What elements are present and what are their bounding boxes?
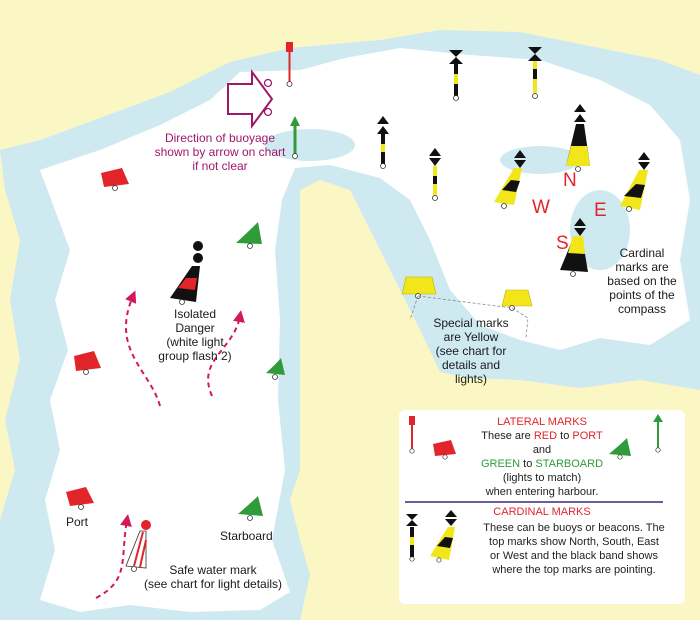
compass-west: W xyxy=(532,197,550,218)
port-label: Port xyxy=(66,515,89,529)
buoyage-direction-label: Direction of buoyage shown by arrow on chart if not clear xyxy=(154,131,286,173)
legend-panel xyxy=(399,410,685,604)
starboard-label: Starboard xyxy=(220,529,273,543)
compass-north: N xyxy=(563,170,577,191)
lateral-line-5: when entering harbour. xyxy=(485,486,599,498)
cardinal-line-2: top marks show North, South, East xyxy=(489,536,659,548)
cardinal-line-3: or West and the black band shows xyxy=(490,550,658,562)
lateral-line-4: (lights to match) xyxy=(502,472,582,484)
cardinal-line-4: where the top marks are pointing. xyxy=(492,564,656,576)
safe-water-label: Safe water mark (see chart for light details) xyxy=(143,563,283,591)
compass-south: S xyxy=(556,233,569,254)
cardinal-line-1: These can be buoys or beacons. The xyxy=(483,522,665,534)
cardinal-marks-title: CARDINAL MARKS xyxy=(493,506,591,518)
isolated-danger-label: Isolated Danger (white light group flash 2) xyxy=(158,307,232,363)
lateral-line-2: and xyxy=(532,444,552,456)
lateral-marks-title: LATERAL MARKS xyxy=(497,416,587,428)
special-marks-label: Special marks are Yellow (see chart for details and lights) xyxy=(433,316,509,386)
lateral-line-3: GREEN to STARBOARD xyxy=(480,458,604,470)
compass-east: E xyxy=(594,200,607,221)
lateral-line-1: These are RED to PORT xyxy=(481,430,603,442)
cardinal-info-label: Cardinal marks are based on the points of the compass xyxy=(607,246,677,316)
